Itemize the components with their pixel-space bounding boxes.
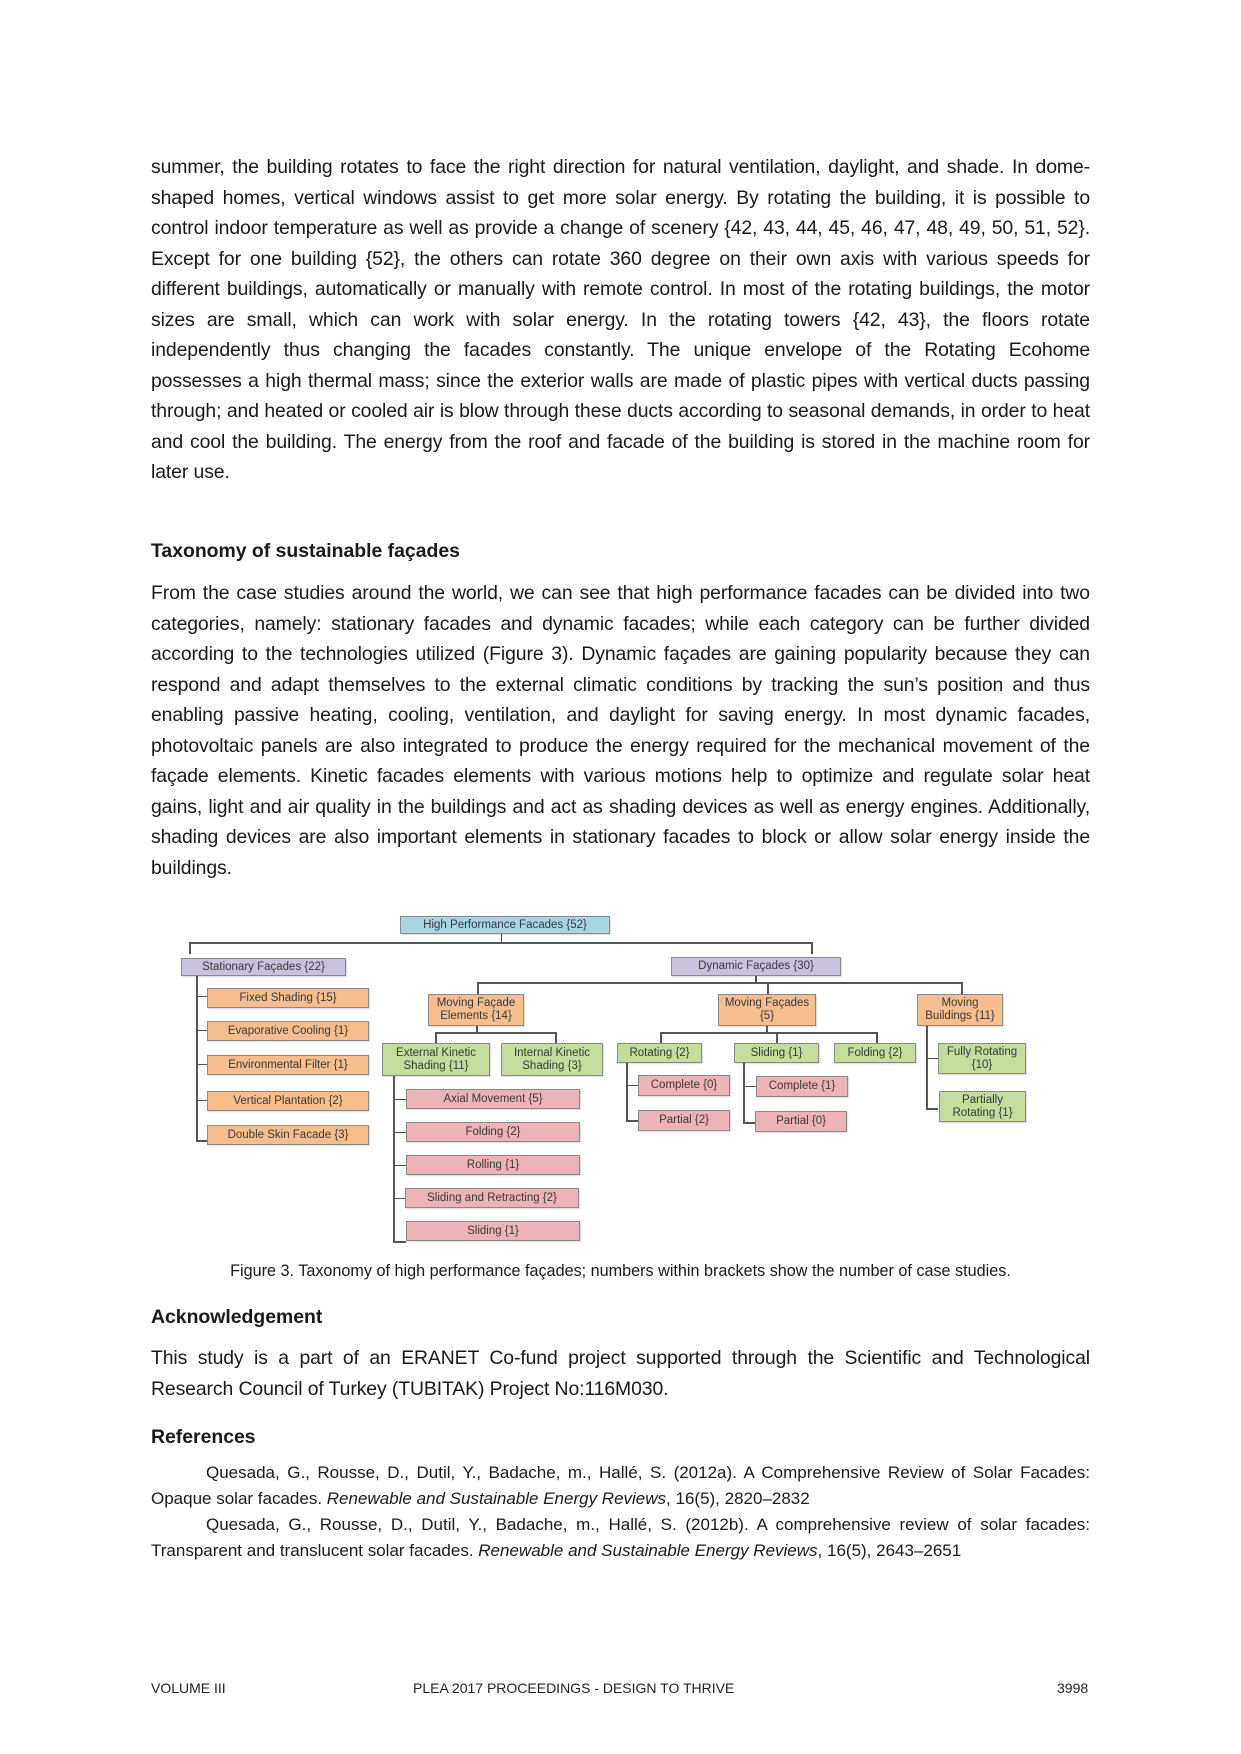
intro-paragraph: summer, the building rotates to face the right direction for natural ventilation, daylight, and shade. In dome-shaped homes, vertical windows assist to get more solar energy. By rotating the building, it is possible to control indoor temperature as well as provide a change of scenery {42, 43, 44, 45, 46, 47, 48, 49, 50, 51, 52}. Except for one building {52}, the others can rotate 360 degree on their own axis with various speeds for different buildings, automatically or manually with remote control. In most of the rotating buildings, the motor sizes are small, which can work with solar energy. In the rotating towers {42, 43}, the floors rotate independently thus changing the facades constantly. The unique envelope of the Rotating Ecohome possesses a high thermal mass; since the exterior walls are made of plastic pipes with vertical ducts passing through; and heated or cooled air is blow through these ducts according to seasonal demands, in order to heat and cool the building. The energy from the roof and facade of the building is stored in the machine room for later use. xyxy=(151,156,1090,483)
node-folding: Folding {2} xyxy=(834,1043,916,1063)
reference-journal: Renewable and Sustainable Energy Reviews xyxy=(326,1489,667,1508)
node-rolling: Rolling {1} xyxy=(406,1155,580,1175)
acknowledgement-section xyxy=(151,1306,1090,1329)
acknowledgement-body xyxy=(151,1343,1090,1404)
reference-item xyxy=(151,1512,1090,1564)
node-moving-facade-elements: Moving Façade Elements {14} xyxy=(428,994,524,1026)
node-rotating-complete: Complete {0} xyxy=(638,1075,730,1096)
node-environmental-filter: Environmental Filter {1} xyxy=(207,1055,369,1075)
node-sliding: Sliding {1} xyxy=(734,1043,819,1063)
footer-volume: VOLUME III xyxy=(151,1680,226,1696)
node-ek-folding: Folding {2} xyxy=(406,1122,580,1142)
node-sliding-complete: Complete {1} xyxy=(756,1076,848,1097)
node-external-kinetic-shading: External Kinetic Shading {11} xyxy=(382,1043,490,1076)
node-double-skin-facade: Double Skin Facade {3} xyxy=(207,1125,369,1145)
reference-text: Quesada, G., Rousse, D., Dutil, Y., Badache, m., Hallé, S. (2012b). A comprehensive review of solar facades: Transparent and translucent solar facades. xyxy=(151,1515,1090,1560)
node-vertical-plantation: Vertical Plantation {2} xyxy=(207,1091,369,1111)
footer-proceedings: PLEA 2017 PROCEEDINGS - DESIGN TO THRIVE xyxy=(413,1680,735,1696)
taxonomy-heading: Taxonomy of sustainable façades xyxy=(151,540,460,562)
acknowledgement-heading: Acknowledgement xyxy=(151,1306,323,1328)
references-section xyxy=(151,1426,1090,1449)
reference-item xyxy=(151,1460,1090,1512)
node-moving-facades: Moving Façades {5} xyxy=(718,994,816,1026)
reference-journal: Renewable and Sustainable Energy Reviews xyxy=(478,1541,818,1560)
node-ek-sliding: Sliding {1} xyxy=(406,1221,580,1241)
node-fixed-shading: Fixed Shading {15} xyxy=(207,988,369,1008)
taxonomy-paragraph: From the case studies around the world, we can see that high performance facades can be divided into two categories, namely: stationary facades and dynamic facades; while each category can be further divided according to the technologies utilized (Figure 3). Dynamic façades are gaining popularity because they can respond and adapt themselves to the external climatic conditions by tracking the sun’s position and thus enabling passive heating, cooling, ventilation, and daylight for saving energy. In most dynamic facades, photovoltaic panels are also integrated to produce the energy required for the mechanical movement of the façade elements. Kinetic facades elements with various motions help to optimize and regulate solar heat gains, light and air quality in the buildings and act as shading devices as well as energy engines. Additionally, shading devices are also important elements in stationary facades to block or allow solar energy inside the buildings. xyxy=(151,582,1090,879)
figure-caption: Figure 3. Taxonomy of high performance façades; numbers within brackets show the number of case studies. xyxy=(230,1262,1011,1280)
node-evaporative-cooling: Evaporative Cooling {1} xyxy=(207,1021,369,1041)
node-sliding-and-retracting: Sliding and Retracting {2} xyxy=(405,1188,579,1208)
taxonomy-section xyxy=(151,540,1090,563)
node-rotating: Rotating {2} xyxy=(617,1043,702,1063)
intro-section xyxy=(151,152,1090,488)
figure-caption-wrap xyxy=(151,1262,1090,1281)
node-dynamic: Dynamic Façades {30} xyxy=(671,957,841,976)
references-heading: References xyxy=(151,1426,256,1448)
node-axial-movement: Axial Movement {5} xyxy=(406,1089,580,1109)
reference-text: Quesada, G., Rousse, D., Dutil, Y., Badache, m., Hallé, S. (2012a). A Comprehensive Review of Solar Facades: Opaque solar facades. xyxy=(151,1463,1090,1508)
node-internal-kinetic-shading: Internal Kinetic Shading {3} xyxy=(501,1043,603,1076)
node-partially-rotating: Partially Rotating {1} xyxy=(939,1091,1026,1122)
node-moving-buildings: Moving Buildings {11} xyxy=(917,994,1003,1026)
node-sliding-partial: Partial {0} xyxy=(755,1111,847,1132)
node-stationary: Stationary Façades {22} xyxy=(181,958,346,976)
references-list xyxy=(151,1460,1090,1564)
node-rotating-partial: Partial {2} xyxy=(638,1110,730,1131)
reference-tail: , 16(5), 2820–2832 xyxy=(666,1489,810,1508)
node-root: High Performance Facades {52} xyxy=(400,916,610,934)
acknowledgement-text: This study is a part of an ERANET Co-fund project supported through the Scientific and Technological Research Council of Turkey (TUBITAK) Project No:116M030. xyxy=(151,1347,1090,1400)
footer-page-number: 3998 xyxy=(1057,1680,1089,1696)
reference-tail: , 16(5), 2643–2651 xyxy=(817,1541,962,1560)
taxonomy-body xyxy=(151,578,1090,883)
node-fully-rotating: Fully Rotating {10} xyxy=(938,1043,1026,1074)
